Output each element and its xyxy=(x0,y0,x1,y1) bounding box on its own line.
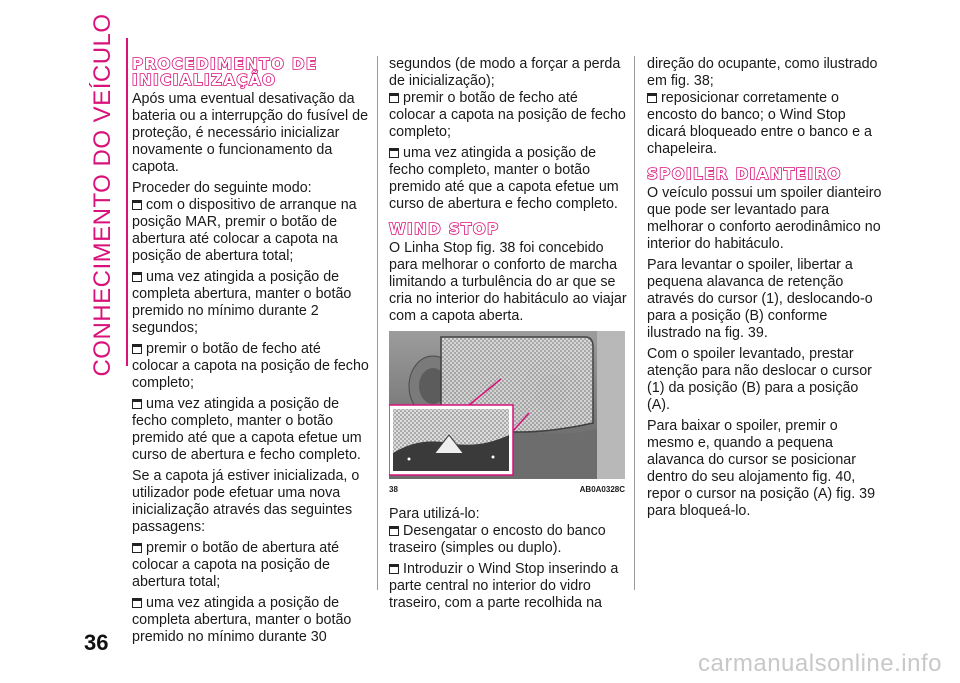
list-item: uma vez atingida a posição de fecho completo, manter o botão premido até que a capota efetue um curso de abertura e fecho completo. xyxy=(132,396,362,463)
paragraph: Com o spoiler levantado, prestar atenção para não deslocar o cursor (1) da posição (B) para a posição (A). xyxy=(647,346,872,413)
list-item: uma vez atingida a posição de completa abertura, manter o botão premido no mínimo durante 2 segundos; xyxy=(132,269,352,336)
bullet-icon xyxy=(647,93,657,103)
paragraph: segundos (de modo a forçar a perda de inicialização); xyxy=(389,56,621,89)
column-divider xyxy=(634,56,635,590)
bullet-icon xyxy=(132,399,142,409)
paragraph: direção do ocupante, como ilustrado em fig. 38; xyxy=(647,56,878,89)
section-title-text: CONHECIMENTO DO VEÍCULO xyxy=(89,13,116,377)
paragraph: Se a capota já estiver inicializada, o utilizador pode efetuar uma nova inicialização através das seguintes passagens: xyxy=(132,468,360,535)
bullet-icon xyxy=(132,200,142,210)
list-item: Introduzir o Wind Stop inserindo a parte central no interior do vidro traseiro, com a parte recolhida na xyxy=(389,561,619,611)
list-item: reposicionar corretamente o encosto do banco; o Wind Stop dicará bloqueado entre o banco e a chapeleira. xyxy=(647,90,872,157)
column-divider xyxy=(377,56,378,590)
paragraph: Proceder do seguinte modo: xyxy=(132,180,312,196)
figure-38 xyxy=(389,331,625,498)
list-item: com o dispositivo de arranque na posição MAR, premir o botão de abertura até colocar a capota na posição de abertura total; xyxy=(132,197,357,264)
column-1 xyxy=(132,56,370,650)
paragraph: O Linha Stop fig. 38 foi concebido para melhorar o conforto de marcha limitando a turbulência do ar que se cria no interior do habitáculo ao viajar com a capota aberta. xyxy=(389,240,627,324)
list-item: premir o botão de abertura até colocar a capota na posição de abertura total; xyxy=(132,540,340,590)
bullet-icon xyxy=(132,598,142,608)
column-3 xyxy=(647,56,885,524)
bullet-icon xyxy=(132,344,142,354)
bullet-icon xyxy=(389,93,399,103)
paragraph: Para levantar o spoiler, libertar a pequena alavanca de retenção através do cursor (1), deslocando-o para a posição (B) conforme ilustrado na fig. 39. xyxy=(647,257,873,341)
list-item: uma vez atingida a posição de fecho completo, manter o botão premido até que a capota efetue um curso de abertura e fecho completo. xyxy=(389,145,619,212)
heading-spoiler: SPOILER DIANTEIRO xyxy=(647,165,842,183)
paragraph: Para utilizá-lo: xyxy=(389,506,480,522)
figure-caption xyxy=(389,481,625,498)
figure-number: 38 xyxy=(389,485,398,494)
paragraph: Após uma eventual desativação da bateria ou a interrupção do fusível de proteção, é necessário inicializar novamente o funcionamento da capota. xyxy=(132,91,369,175)
list-item: Desengatar o encosto do banco traseiro (simples ou duplo). xyxy=(389,523,606,556)
wind-stop-illustration xyxy=(389,331,625,479)
heading-wind-stop: WIND STOP xyxy=(389,220,500,238)
section-accent-rule xyxy=(126,38,128,366)
bullet-icon xyxy=(389,148,399,158)
page-number: 36 xyxy=(84,630,109,655)
watermark-text: carmanualsonline.info xyxy=(698,650,942,677)
bullet-icon xyxy=(132,272,142,282)
paragraph: Para baixar o spoiler, premir o mesmo e, quando a pequena alavanca do cursor se posicionar dentro do seu alojamento fig. 40, repor o cursor na posição (A) fig. 39 para bloqueá-lo. xyxy=(647,418,876,519)
column-2 xyxy=(389,56,627,616)
figure-code: AB0A0328C xyxy=(579,485,625,494)
bullet-icon xyxy=(389,564,399,574)
bullet-icon xyxy=(132,543,142,553)
list-item: premir o botão de fecho até colocar a capota na posição de fecho completo; xyxy=(389,90,626,140)
section-side-title xyxy=(83,13,123,377)
list-item: uma vez atingida a posição de completa abertura, manter o botão premido no mínimo durante 30 xyxy=(132,595,352,645)
list-item: premir o botão de fecho até colocar a capota na posição de fecho completo; xyxy=(132,341,369,391)
paragraph: O veículo possui um spoiler dianteiro que pode ser levantado para melhorar o conforto aerodinâmico no interior do habitáculo. xyxy=(647,185,882,252)
heading-procedimento: PROCEDIMENTO DE INICIALIZAÇÃO xyxy=(132,55,318,89)
bullet-icon xyxy=(389,526,399,536)
